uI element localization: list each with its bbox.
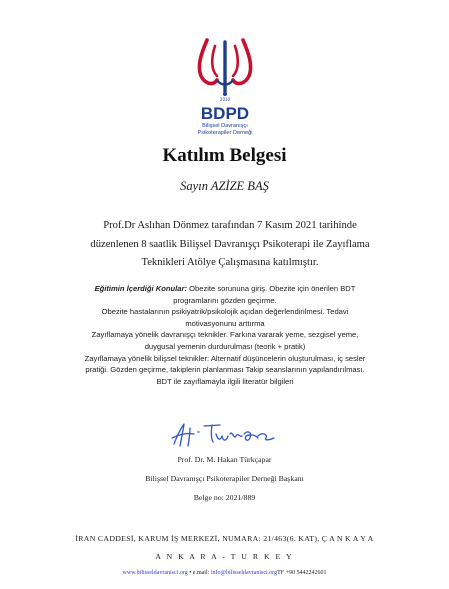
logo-subtitle-line1: Bilişsel Davranışçı bbox=[202, 123, 248, 129]
topics-label: Eğitimin İçerdiği Konular: bbox=[94, 284, 187, 293]
topic-5: BDT ile zayıflamayla ilgili literatür bilgileri bbox=[156, 376, 294, 386]
signature bbox=[168, 416, 280, 452]
footer-address: İRAN CADDESİ, KARUM İŞ MERKEZİ, NUMARA: 21/463(6. KAT), Ç A N K A Y A bbox=[75, 534, 374, 543]
topic-1-line-2: programlarını gözden geçirme. bbox=[173, 295, 277, 305]
footer-city: A N K A R A - T U R K E Y bbox=[155, 552, 294, 561]
body-line-1: Prof.Dr Aslıhan Dönmez tarafından 7 Kasım 2021 tarihinde bbox=[103, 220, 357, 231]
topic-3-line-2: duygusal yemenin durdurulması (teorik + pratik) bbox=[144, 341, 306, 351]
training-topics bbox=[40, 283, 410, 387]
logo-name: BDPD bbox=[200, 104, 250, 123]
topic-2-line-1: Obezite hastalarının psikiyatrik/psikolojik açıdan değerlendirilmesi. Tedavi bbox=[101, 307, 349, 317]
topic-2-line-2: motivasyonunu arttırma bbox=[185, 318, 265, 328]
certificate-title: Katılım Belgesi bbox=[162, 145, 287, 166]
body-line-2: düzenlenen 8 saatlik Bilişsel Davranışçı Psikoterapi ile Zayıflama bbox=[90, 238, 370, 250]
website-link[interactable]: www.bilisseldavranisci.org bbox=[122, 570, 188, 576]
phone-number: TF +90 5442242601 bbox=[277, 570, 327, 576]
certificate-number: Belge no: 2021/889 bbox=[193, 493, 256, 502]
logo-year: 2010 bbox=[219, 97, 231, 102]
email-link[interactable]: info@bilisseldavranisci.org bbox=[210, 570, 278, 576]
logo-subtitle-line2: Psikoterapiler Derneği bbox=[197, 130, 253, 136]
topic-4-line-2: pratiği. Gözden geçirme, takiplerin planlanması Takip seanslarının yapılandırılması. bbox=[85, 365, 365, 375]
topic-4-line-1: Zayıflamaya yönelik bilişsel teknikler: Alternatif düşüncelerin oluşturulması, iç sesler bbox=[84, 353, 366, 363]
recipient-name: Sayın AZİZE BAŞ bbox=[180, 179, 269, 193]
certificate-body bbox=[50, 217, 410, 273]
topic-1-line-1: Obezite sorununa giriş. Obezite için önerilen BDT bbox=[186, 284, 356, 293]
topic-3-line-1: Zayıflamaya yönelik davranışçı teknikler. Farkına vararak yeme, sezgisel yeme, bbox=[91, 330, 359, 340]
signatory-role: Bilişsel Davranışçı Psikoterapiler Derneği Başkanı bbox=[145, 474, 304, 483]
email-prefix: • e.mail: bbox=[187, 570, 211, 576]
bdpd-logo bbox=[187, 36, 263, 136]
body-line-3: Teknikleri Atölye Çalışmasına katılmıştır. bbox=[141, 257, 319, 268]
footer-contact bbox=[0, 570, 449, 576]
signatory-name: Prof. Dr. M. Hakan Türkçapar bbox=[177, 455, 272, 464]
